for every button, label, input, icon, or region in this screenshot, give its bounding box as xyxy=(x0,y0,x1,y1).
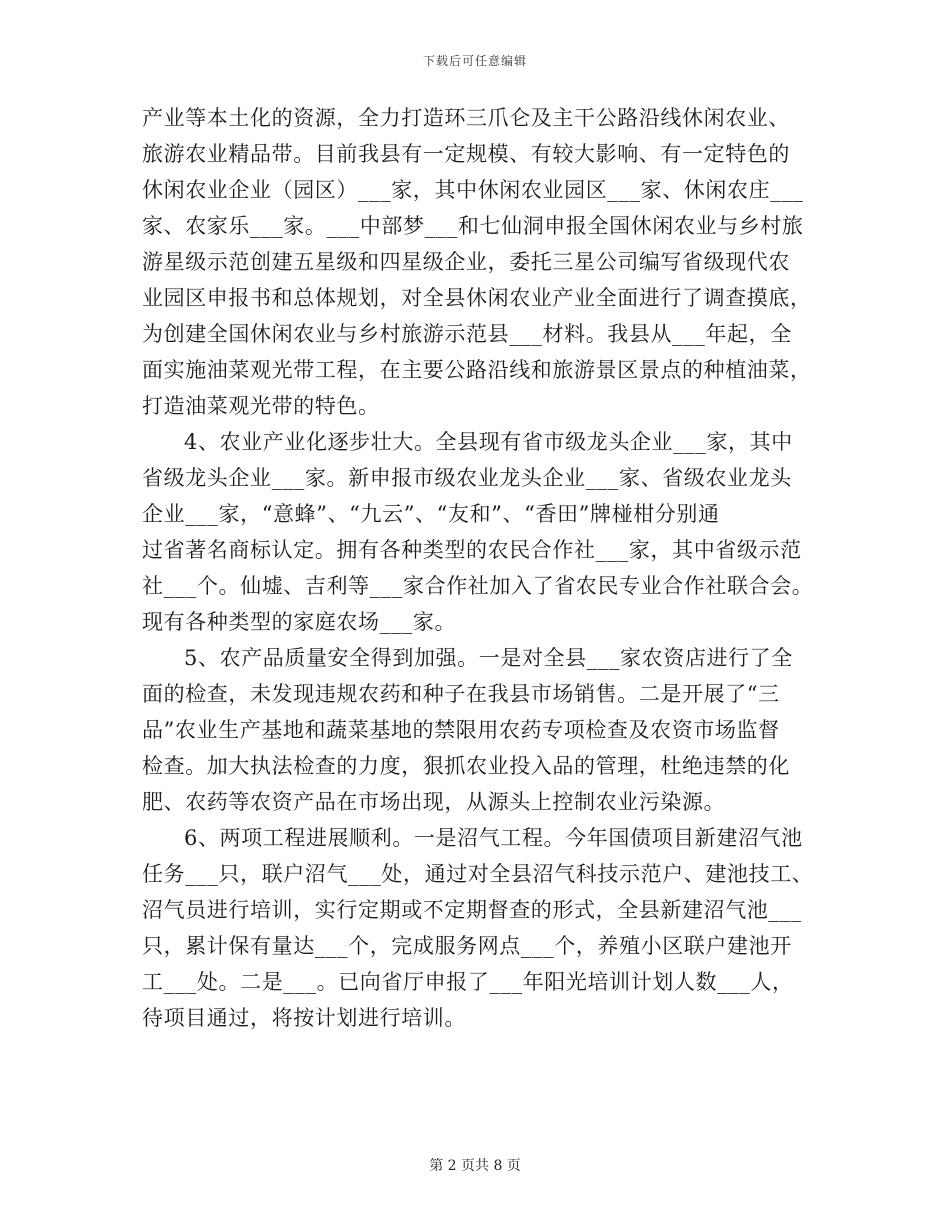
text-line: 企业___家，“意蜂”、“九云”、“友和”、“香田”牌椪柑分别通 xyxy=(142,502,720,526)
text-line: 打造油菜观光带的特色。 xyxy=(142,394,380,418)
text-line: 过省著名商标认定。拥有各种类型的农民合作社___家，其中省级示范 xyxy=(142,538,802,562)
text-line: 面的检查，未发现违规农药和种子在我县市场销售。二是开展了“三 xyxy=(142,682,780,706)
text-line: 省级龙头企业___家。新申报市级农业龙头企业___家、省级农业龙头 xyxy=(142,466,792,490)
paragraph-5-start: 5、农产品质量安全得到加强。一是对全县___家农资店进行了全 xyxy=(184,646,793,670)
text-line: 工___处。二是___。已向省厅申报了___年阳光培训计划人数___人， xyxy=(142,970,794,994)
text-line: 品”农业生产基地和蔬菜基地的禁限用农药专项检查及农资市场监督 xyxy=(142,718,780,742)
text-line: 待项目通过，将按计划进行培训。 xyxy=(142,1006,466,1030)
text-line: 业园区申报书和总体规划，对全县休闲农业产业全面进行了调查摸底， xyxy=(142,286,812,310)
page-number: 第 2 页共 8 页 xyxy=(429,1158,521,1174)
paragraph-4-start: 4、农业产业化逐步壮大。全县现有省市级龙头企业___家，其中 xyxy=(184,430,793,454)
page-header: 下载后可任意编辑 xyxy=(422,54,527,68)
paragraph-6-start: 6、两项工程进展顺利。一是沼气工程。今年国债项目新建沼气池 xyxy=(184,826,803,850)
text-line: 肥、农药等农资产品在市场出现，从源头上控制农业污染源。 xyxy=(142,790,726,814)
text-line: 检查。加大执法检查的力度，狠抓农业投入品的管理，杜绝违禁的化 xyxy=(142,754,790,778)
document-body xyxy=(142,100,812,1036)
text-line: 旅游农业精品带。目前我县有一定规模、有较大影响、有一定特色的 xyxy=(142,142,790,166)
text-line: 为创建全国休闲农业与乡村旅游示范县___材料。我县从___年起，全 xyxy=(142,322,792,346)
text-line: 社___个。仙墟、吉利等___家合作社加入了省农民专业合作社联合会。 xyxy=(142,574,814,598)
text-line: 现有各种类型的家庭农场___家。 xyxy=(142,610,457,634)
text-line: 游星级示范创建五星级和四星级企业，委托三星公司编写省级现代农 xyxy=(142,250,790,274)
text-line: 休闲农业企业（园区）___家，其中休闲农业园区___家、休闲农庄___ xyxy=(142,178,804,202)
text-line: 沼气员进行培训，实行定期或不定期督查的形式，全县新建沼气池___ xyxy=(142,898,802,922)
text-line: 产业等本土化的资源，全力打造环三爪仑及主干公路沿线休闲农业、 xyxy=(142,106,790,130)
text-line: 家、农家乐___家。___中部梦___和七仙洞申报全国休闲农业与乡村旅 xyxy=(142,214,804,238)
text-line: 只，累计保有量达___个，完成服务网点___个，养殖小区联户建池开 xyxy=(142,934,792,958)
text-line: 面实施油菜观光带工程，在主要公路沿线和旅游景区景点的种植油菜， xyxy=(142,358,812,382)
text-line: 任务___只，联户沼气___处，通过对全县沼气科技示范户、建池技工、 xyxy=(142,862,814,886)
